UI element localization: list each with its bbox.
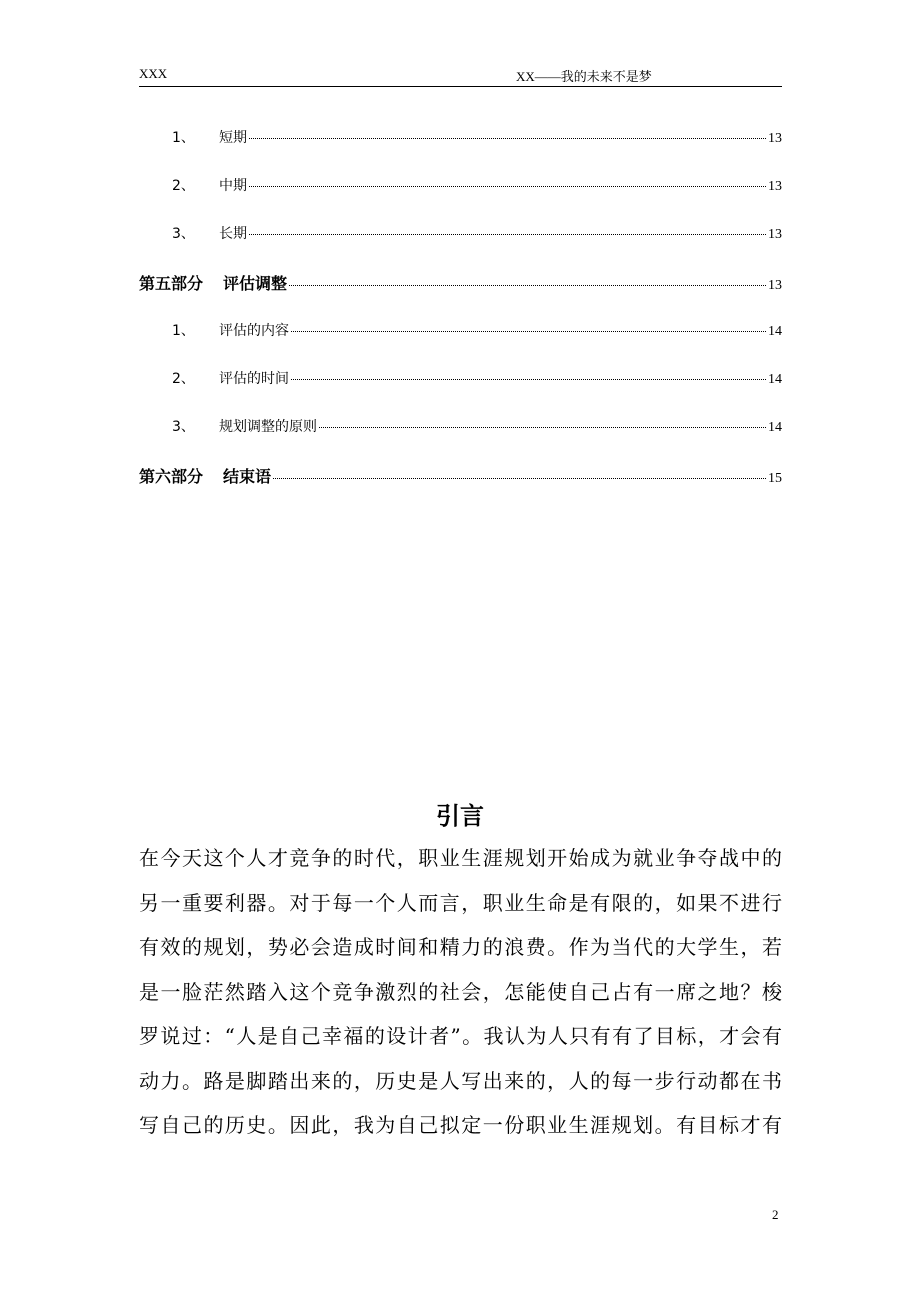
toc-entry[interactable] (139, 223, 782, 245)
toc-dot-leader (291, 379, 766, 380)
toc-dot-leader (249, 186, 766, 187)
toc-entry[interactable] (139, 127, 782, 149)
toc-entry-number: 2、 (172, 371, 195, 387)
toc-entry-number: 3、 (172, 226, 195, 242)
toc-dot-leader (289, 285, 766, 286)
toc-entry[interactable] (139, 368, 782, 390)
toc-entry-number: 1、 (172, 130, 195, 146)
toc-entry[interactable] (139, 416, 782, 438)
body-line: 写自己的历史。因此，我为自己拟定一份职业生涯规划。有目标才有 (139, 1113, 782, 1137)
toc-entry-page: 14 (768, 372, 782, 387)
toc-entry[interactable] (139, 175, 782, 197)
page-number: 2 (772, 1207, 779, 1222)
toc-part-entry[interactable] (139, 464, 782, 486)
toc-dot-leader (249, 234, 766, 235)
toc-entry-title: 评估的内容 (219, 323, 289, 339)
toc-entry-number: 1、 (172, 323, 195, 339)
toc-entry[interactable] (139, 320, 782, 342)
toc-entry-title: 短期 (219, 130, 247, 146)
toc-part-number: 第五部分 (139, 274, 204, 293)
toc-entry-page: 14 (768, 324, 782, 339)
toc-dot-leader (291, 331, 766, 332)
toc-dot-leader (273, 478, 766, 479)
body-line: 动力。路是脚踏出来的，历史是人写出来的，人的每一步行动都在书 (139, 1068, 782, 1093)
toc-entry-page: 15 (768, 471, 782, 486)
toc-entry-title: 长期 (219, 226, 247, 242)
toc-entry-page: 13 (768, 179, 782, 194)
section-title: 引言 (436, 802, 484, 830)
toc-entry-title: 中期 (219, 178, 247, 194)
toc-dot-leader (319, 427, 766, 428)
toc-entry-title: 评估的时间 (219, 371, 289, 387)
toc-part-title: 结束语 (223, 467, 272, 486)
header-left-text: XXX (139, 66, 168, 81)
toc-part-entry[interactable] (139, 271, 782, 293)
toc-part-title: 评估调整 (223, 274, 288, 293)
body-line: 另一重要利器。对于每一个人而言，职业生命是有限的，如果不进行 (139, 890, 782, 915)
toc-entry-page: 14 (768, 420, 782, 435)
body-line: 罗说过：“人是自己幸福的设计者”。我认为人只有有了目标，才会有 (139, 1024, 782, 1048)
toc-entry-page: 13 (768, 131, 782, 146)
body-line: 是一脸茫然踏入这个竞争激烈的社会，怎能使自己占有一席之地？梭 (139, 979, 782, 1004)
toc-dot-leader (249, 138, 766, 139)
toc-part-number: 第六部分 (139, 467, 204, 486)
section-body (139, 836, 782, 1148)
page-header (139, 64, 782, 87)
toc-entry-page: 13 (768, 278, 782, 293)
body-line: 在今天这个人才竞争的时代，职业生涯规划开始成为就业争夺战中的 (139, 846, 782, 870)
toc-entry-page: 13 (768, 227, 782, 242)
body-line: 有效的规划，势必会造成时间和精力的浪费。作为当代的大学生，若 (139, 935, 782, 959)
toc-entry-title: 规划调整的原则 (219, 419, 317, 435)
toc-entry-number: 3、 (172, 419, 195, 435)
toc-entry-number: 2、 (172, 178, 195, 194)
header-right-text: XX——我的未来不是梦 (516, 69, 652, 84)
